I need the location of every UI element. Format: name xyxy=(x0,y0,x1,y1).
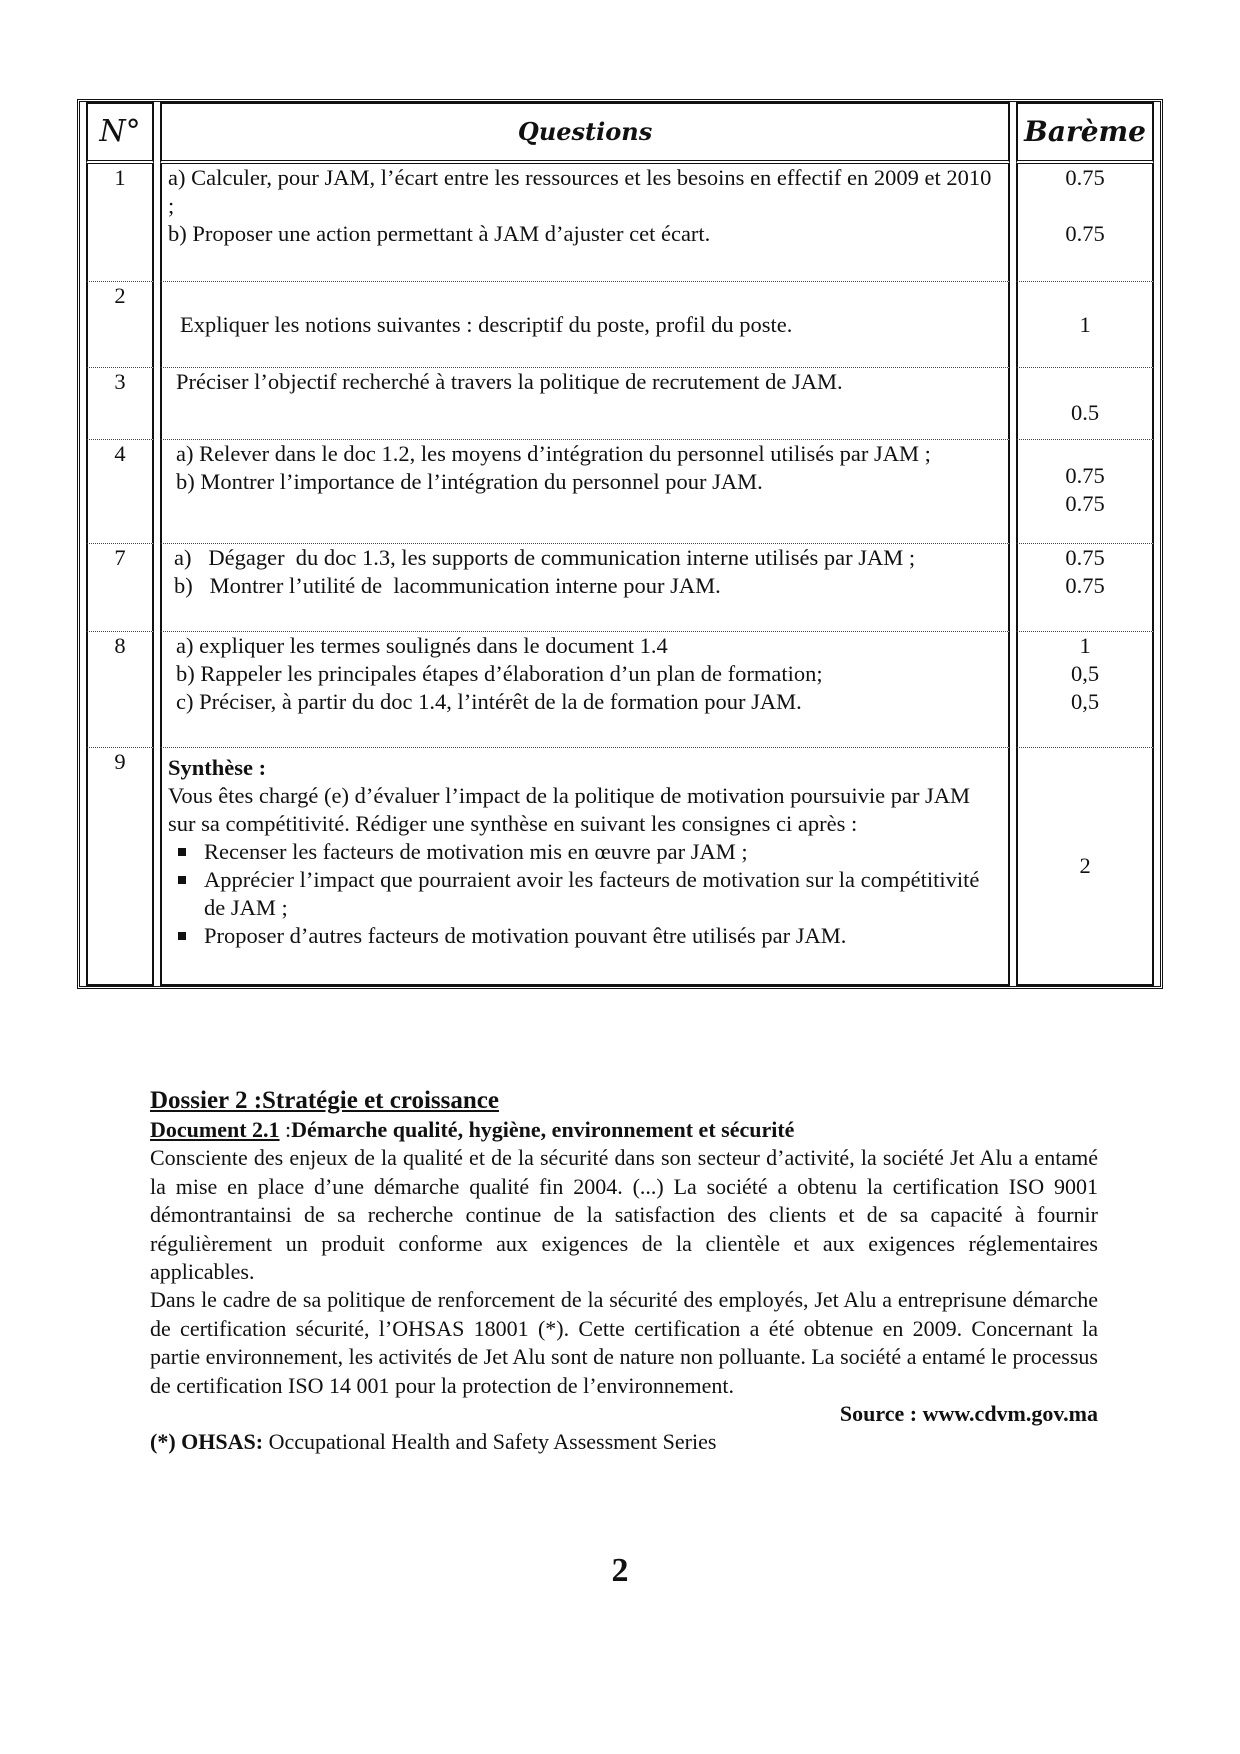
points-value: 0,5 xyxy=(1071,661,1100,686)
question-points xyxy=(1016,632,1154,748)
questions-table-frame xyxy=(77,99,1163,989)
points-value: 0.5 xyxy=(1071,400,1100,425)
question-text xyxy=(160,164,1010,282)
question-line: b) Montrer l’importance de l’intégration du personnel pour JAM. xyxy=(176,469,763,494)
table-row xyxy=(86,164,1154,282)
question-line: a) Calculer, pour JAM, l’écart entre les ressources et les besoins en effectif en 2009 et 2010 ; xyxy=(168,165,992,218)
question-number: 8 xyxy=(86,632,154,748)
question-text xyxy=(160,282,1010,368)
question-number: 4 xyxy=(86,440,154,544)
points-value: 2 xyxy=(1079,853,1091,878)
question-line: b) Rappeler les principales étapes d’élaboration d’un plan de formation; xyxy=(176,661,823,686)
question-number: 7 xyxy=(86,544,154,632)
question-number: 3 xyxy=(86,368,154,440)
header-num: N° xyxy=(86,102,154,164)
table-row xyxy=(86,368,1154,440)
synthese-bullets xyxy=(168,838,1002,950)
question-line: b) Proposer une action permettant à JAM d’ajuster cet écart. xyxy=(168,221,711,246)
question-line: a) expliquer les termes soulignés dans le document 1.4 xyxy=(176,633,668,658)
points-value: 0.75 xyxy=(1065,491,1105,516)
points-value: 0.75 xyxy=(1065,463,1105,488)
document-separator: : xyxy=(279,1117,292,1142)
question-points xyxy=(1016,440,1154,544)
page-number: 2 xyxy=(611,1552,629,1589)
points-value: 0,5 xyxy=(1071,689,1100,714)
list-item: Recenser les facteurs de motivation mis en œuvre par JAM ; xyxy=(168,838,1002,866)
dossier-section xyxy=(150,1086,1098,1457)
points-value: 1 xyxy=(1079,633,1091,658)
table-row xyxy=(86,282,1154,368)
question-points xyxy=(1016,282,1154,368)
table-row xyxy=(86,544,1154,632)
footnote-text: Occupational Health and Safety Assessment Series xyxy=(263,1429,717,1455)
document-title xyxy=(150,1116,1098,1144)
header-bareme: Barème xyxy=(1016,102,1154,164)
points-value: 0.75 xyxy=(1065,221,1105,246)
footnote xyxy=(150,1428,1098,1456)
question-number: 9 xyxy=(86,748,154,986)
question-number: 2 xyxy=(86,282,154,368)
table-row xyxy=(86,632,1154,748)
source-line: Source : www.cdvm.gov.ma xyxy=(839,1401,1098,1427)
questions-table xyxy=(80,102,1160,986)
question-points xyxy=(1016,164,1154,282)
question-text xyxy=(160,368,1010,440)
points-value: 0.75 xyxy=(1065,545,1105,570)
question-line: Préciser l’objectif recherché à travers la politique de recrutement de JAM. xyxy=(176,369,843,394)
document-label: Document 2.1 xyxy=(150,1117,280,1142)
header-questions: Questions xyxy=(160,102,1010,164)
question-text xyxy=(160,748,1010,986)
question-line: c) Préciser, à partir du doc 1.4, l’intérêt de la de formation pour JAM. xyxy=(176,689,802,714)
question-line: a) Dégager du doc 1.3, les supports de communication interne utilisés par JAM ; xyxy=(174,545,916,570)
paragraph: Dans le cadre de sa politique de renforcement de la sécurité des employés, Jet Alu a entreprisune démarche de certification sécurité, l’OHSAS 18001 (*). Cette certification a été obtenue en 2009. Concernant la partie environnement, les activités de Jet Alu sont de nature non polluante. La société a entamé le processus de certification ISO 14 001 pour la protection de l’environnement. xyxy=(150,1287,1098,1398)
points-value: 0.75 xyxy=(1065,573,1105,598)
synthese-intro: Vous êtes chargé (e) d’évaluer l’impact de la politique de motivation poursuivie par JAM sur sa compétitivité. Rédiger une synthèse en suivant les consignes ci après : xyxy=(168,783,971,836)
question-points xyxy=(1016,368,1154,440)
footnote-label: (*) OHSAS: xyxy=(150,1429,264,1455)
points-value: 1 xyxy=(1079,311,1091,337)
question-line: Expliquer les notions suivantes : descriptif du poste, profil du poste. xyxy=(180,311,793,337)
synthese-heading: Synthèse : xyxy=(168,755,267,780)
question-line: a) Relever dans le doc 1.2, les moyens d’intégration du personnel utilisés par JAM ; xyxy=(176,441,931,466)
question-number: 1 xyxy=(86,164,154,282)
question-text xyxy=(160,632,1010,748)
question-points xyxy=(1016,544,1154,632)
table-header-row xyxy=(86,102,1154,164)
points-value: 0.75 xyxy=(1065,165,1105,190)
list-item: Apprécier l’impact que pourraient avoir les facteurs de motivation sur la compétitivité de JAM ; xyxy=(168,866,1002,922)
document-subtitle: Démarche qualité, hygiène, environnement et sécurité xyxy=(291,1117,795,1142)
list-item: Proposer d’autres facteurs de motivation pouvant être utilisés par JAM. xyxy=(168,922,1002,950)
paragraph: Consciente des enjeux de la qualité et de la sécurité dans son secteur d’activité, la société Jet Alu a entamé la mise en place d’une démarche qualité fin 2004. (...) La société a obtenu la certification ISO 9001 démontrantainsi de sa recherche continue de la satisfaction des clients et de sa capacité à fournir régulièrement un produit conforme aux exigences de la clientèle et aux exigences réglementaires applicables. xyxy=(150,1145,1098,1285)
question-text xyxy=(160,544,1010,632)
question-points xyxy=(1016,748,1154,986)
question-text xyxy=(160,440,1010,544)
table-row xyxy=(86,748,1154,986)
dossier-title: Dossier 2 :Stratégie et croissance xyxy=(150,1087,499,1114)
question-line: b) Montrer l’utilité de lacommunication interne pour JAM. xyxy=(174,573,721,598)
table-row xyxy=(86,440,1154,544)
